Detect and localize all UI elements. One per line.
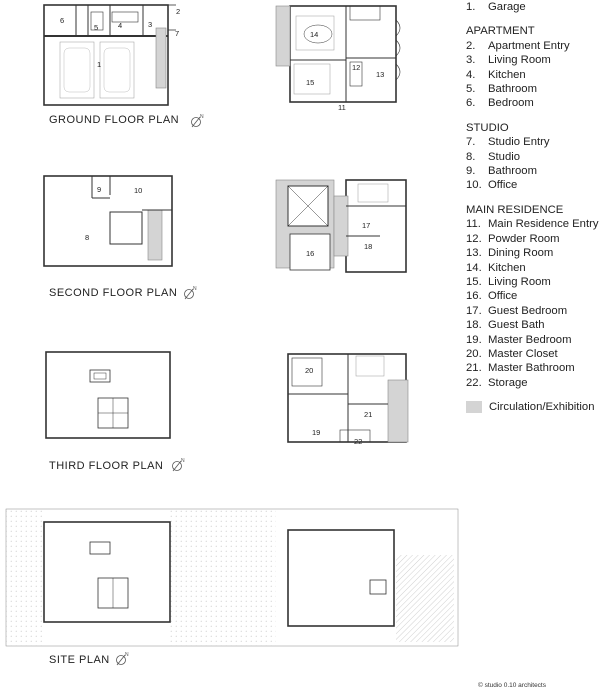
legend-label: Guest Bedroom (488, 304, 568, 317)
legend-item (466, 347, 600, 361)
legend-number: 15. (466, 275, 482, 288)
legend-item (466, 304, 600, 318)
legend-label: Garage (488, 1, 526, 13)
legend-label: Powder Room (488, 232, 560, 245)
legend-number: 17. (466, 304, 482, 317)
room-number: 6 (60, 16, 65, 25)
second-floor-main-residence-plan (276, 180, 406, 272)
room-number: 10 (134, 186, 143, 195)
legend-number: 5. (466, 83, 476, 96)
legend-item (466, 246, 600, 260)
third-floor-main-residence-room-numbers (305, 366, 372, 446)
legend-heading-apartment: APARTMENT (466, 25, 535, 38)
legend-label: Bathroom (488, 165, 537, 178)
room-number: 20 (305, 366, 314, 375)
north-label: N (125, 652, 129, 658)
third-floor-studio-roof-plan (46, 352, 170, 438)
legend-label: Bedroom (488, 97, 534, 110)
legend-number: 19. (466, 333, 482, 346)
legend-label: Studio (488, 150, 521, 163)
room-number: 15 (306, 78, 315, 87)
ground-floor-plan-title: GROUND FLOOR PLAN (49, 114, 180, 126)
legend-label: Master Closet (488, 347, 558, 360)
legend-item (466, 150, 600, 164)
second-floor-studio-plan (44, 176, 172, 266)
room-number: 9 (97, 185, 102, 194)
legend-heading-main-residence: MAIN RESIDENCE (466, 203, 564, 216)
legend-item (466, 289, 600, 303)
room-number: 18 (364, 242, 373, 251)
circulation-swatch (466, 401, 482, 413)
room-number: 19 (312, 428, 321, 437)
legend-number: 1. (466, 1, 476, 13)
legend-circulation (466, 400, 600, 414)
credit-line: © studio 0.10 architects (477, 682, 546, 689)
legend-label: Kitchen (488, 261, 526, 274)
north-label: N (181, 458, 185, 464)
legend-studio-list (466, 135, 600, 193)
legend-circulation-label: Circulation/Exhibition (489, 401, 595, 414)
legend-number: 4. (466, 68, 476, 81)
legend-number: 11. (466, 218, 481, 231)
legend-label: Office (488, 179, 518, 192)
legend-label: Living Room (488, 54, 551, 67)
ground-floor-main-residence-plan (276, 6, 400, 102)
room-number: 4 (118, 21, 123, 30)
room-number: 5 (94, 23, 99, 32)
legend-number: 18. (466, 319, 482, 332)
legend-number: 7. (466, 136, 476, 149)
room-number: 21 (364, 410, 373, 419)
third-floor-plan-title: THIRD FLOOR PLAN (49, 460, 164, 472)
legend-item (466, 275, 600, 289)
legend-number: 12. (466, 232, 482, 245)
legend-label: Studio Entry (488, 136, 550, 149)
legend-label: Living Room (488, 275, 551, 288)
room-number: 17 (362, 221, 371, 230)
legend-label: Storage (488, 376, 528, 389)
legend-label: Office (488, 290, 518, 303)
second-floor-studio-room-numbers (85, 185, 142, 242)
legend-apartment-list (466, 39, 600, 111)
room-number: 16 (306, 249, 315, 258)
legend-item (466, 135, 600, 149)
room-number: 13 (376, 70, 385, 79)
room-number: 22 (354, 437, 363, 446)
legend-item (466, 53, 600, 67)
room-number: 11 (338, 103, 346, 112)
legend-number: 10. (466, 179, 482, 192)
legend-label: Kitchen (488, 68, 526, 81)
room-number: 8 (85, 233, 90, 242)
room-number: 3 (148, 20, 153, 29)
legend-item (466, 318, 600, 332)
north-label: N (200, 114, 204, 120)
legend-heading-studio: STUDIO (466, 121, 509, 134)
legend-item (466, 82, 600, 96)
legend (466, 0, 600, 415)
legend-item (466, 333, 600, 347)
north-label: N (193, 286, 197, 292)
legend-item (466, 261, 600, 275)
legend-item (466, 39, 600, 53)
legend-label: Master Bedroom (488, 333, 572, 346)
legend-main-residence-list (466, 217, 600, 390)
room-number: 14 (310, 30, 319, 39)
legend-number: 6. (466, 97, 476, 110)
legend-item (466, 232, 600, 246)
site-plan (6, 509, 458, 646)
legend-label: Bathroom (488, 83, 537, 96)
legend-item (466, 96, 600, 110)
room-number: 1 (97, 60, 102, 69)
legend-number: 2. (466, 39, 476, 52)
room-number: 7 (175, 29, 180, 38)
site-plan-title: SITE PLAN (49, 654, 110, 666)
legend-label: Main Residence Entry (488, 218, 599, 231)
legend-item (466, 0, 600, 14)
legend-item (466, 178, 600, 192)
legend-number: 8. (466, 150, 476, 163)
legend-number: 20. (466, 347, 482, 360)
legend-number: 22. (466, 376, 482, 389)
room-number: 12 (352, 63, 361, 72)
legend-item (466, 361, 600, 375)
legend-item (466, 217, 600, 231)
legend-item (466, 164, 600, 178)
legend-item (466, 376, 600, 390)
legend-number: 9. (466, 165, 476, 178)
second-floor-plan-title: SECOND FLOOR PLAN (49, 287, 178, 299)
legend-label: Apartment Entry (488, 39, 570, 52)
legend-number: 21. (466, 362, 482, 375)
legend-label: Master Bathroom (488, 362, 575, 375)
room-number: 2 (176, 7, 181, 16)
legend-number: 16. (466, 290, 482, 303)
legend-number: 3. (466, 54, 476, 67)
ground-floor-main-residence-room-numbers (306, 30, 384, 112)
legend-item (466, 68, 600, 82)
legend-label: Guest Bath (488, 319, 545, 332)
legend-number: 13. (466, 247, 482, 260)
legend-number: 14. (466, 261, 482, 274)
legend-label: Dining Room (488, 247, 554, 260)
